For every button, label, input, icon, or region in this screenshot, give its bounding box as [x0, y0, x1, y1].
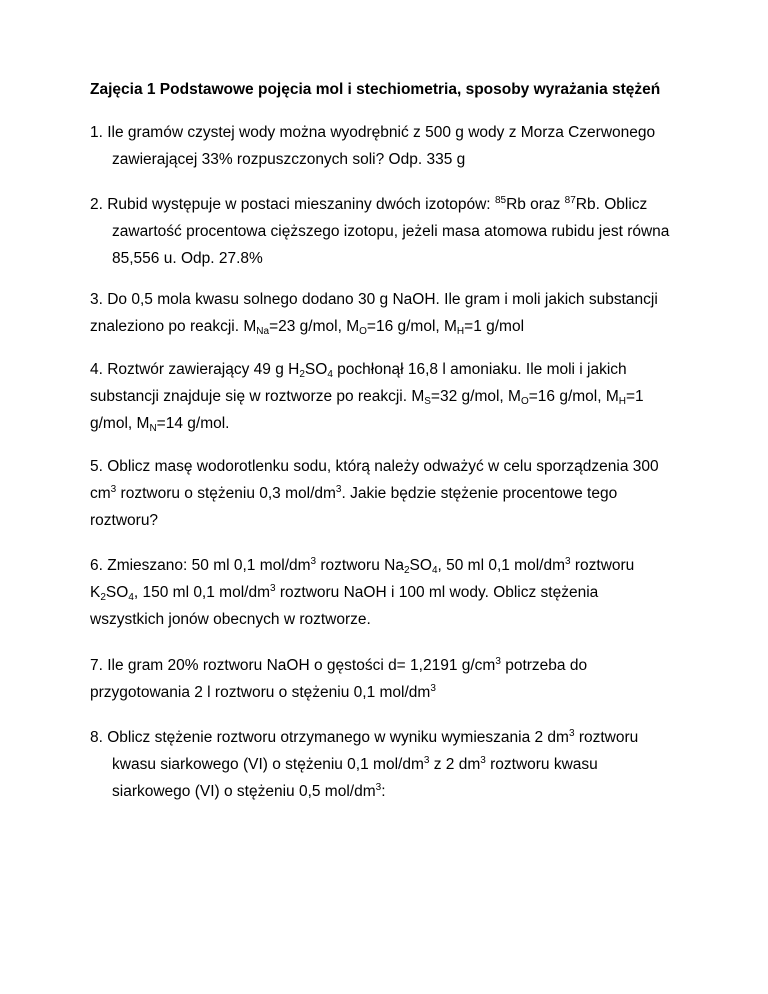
task-3-line-1: 3. Do 0,5 mola kwasu solnego dodano 30 g NaOH. Ile gram i moli jakich substancji — [90, 291, 658, 308]
task-4-line-3: g/mol, $M_N=14$ g/mol. — [90, 415, 230, 434]
task-6-line-3: wszystkich jonów obecnych w roztworze. — [90, 611, 371, 628]
task-3-line-2: znaleziono po reakcji. $M_{Na}=23$ g/mol, $M_O=16$ g/mol, $M_H=1$ g/mol — [90, 318, 525, 337]
task-4-line-1: 4. Roztwór zawierający 49 g $H_2SO_4$ pochłonął 16,8 l amoniaku. Ile moli i jakich — [90, 361, 627, 380]
task-8-line-1: 8. Oblicz stężenie roztworu otrzymanego w wyniku wymieszania 2 $dm^3$ roztworu — [90, 728, 639, 746]
task-7-line-1: 7. Ile gram 20% roztworu NaOH o gęstości d= 1,2191 $g/cm^3$ potrzeba do — [90, 656, 588, 674]
task-5-line-2: $cm^3$ roztworu o stężeniu 0,3 mol/$dm^3$. Jakie będzie stężenie procentowe tego — [90, 484, 618, 502]
task-6-line-2: $K_2SO_4$, 150 ml 0,1 mol/$dm^3$ roztworu NaOH i 100 ml wody. Oblicz stężenia — [90, 583, 599, 603]
task-1-line-1: 1. Ile gramów czystej wody można wyodrębnić z 500 g wody z Morza Czerwonego — [90, 124, 656, 141]
task-7-line-2: przygotowania 2 l roztworu o stężeniu 0,1 mol/$dm^3$ — [90, 683, 436, 701]
task-8-line-2: kwasu siarkowego (VI) o stężeniu 0,1 mol/$dm^3$ z 2 $dm^3$ roztworu kwasu — [112, 755, 598, 773]
task-2-line-1: 2. Rubid występuje w postaci mieszaniny dwóch izotopów: $^{85}$Rb oraz $^{87}$Rb. Oblicz — [90, 195, 648, 213]
task-2-line-2: zawartość procentowa cięższego izotopu, jeżeli masa atomowa rubidu jest równa — [112, 223, 670, 240]
task-8-line-3: siarkowego (VI) o stężeniu 0,5 mol/$dm^3$: — [112, 782, 386, 800]
task-2-line-3: 85,556 u. Odp. 27.8% — [112, 250, 263, 267]
task-1-line-2: zawierającej 33% rozpuszczonych soli? Odp. 335 g — [112, 151, 466, 168]
task-5-line-1: 5. Oblicz masę wodorotlenku sodu, którą należy odważyć w celu sporządzenia 300 — [90, 458, 659, 475]
page-title: Zajęcia 1 Podstawowe pojęcia mol i stechiometria, sposoby wyrażania stężeń — [90, 81, 661, 98]
task-5-line-3: roztworu? — [90, 512, 159, 529]
task-4-line-2: substancji znajduje się w roztworze po reakcji. $M_S=32$ g/mol, $M_O=16$ g/mol, $M_H=1$ — [90, 388, 644, 407]
task-6-line-1: 6. Zmieszano: 50 ml 0,1 mol/$dm^3$ roztworu $Na_2SO_4$, 50 ml 0,1 mol/$dm^3$ roztworu — [90, 556, 635, 576]
